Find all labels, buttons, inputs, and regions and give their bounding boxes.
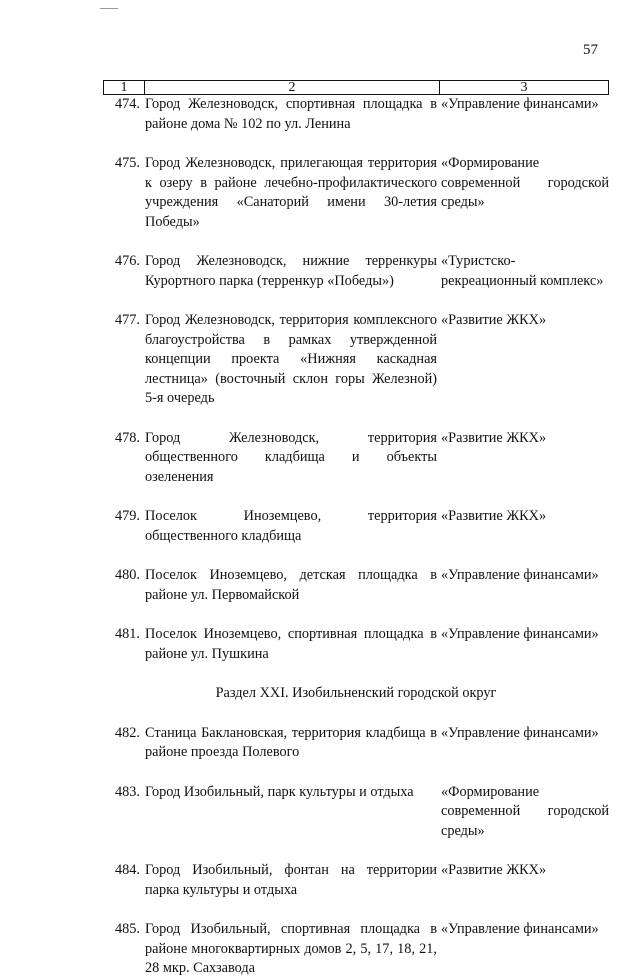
row-location: Город Железноводск, территория общественного кладбища и объекты озеленения xyxy=(145,429,437,485)
row-program: «Туристско-рекреационный комплекс» xyxy=(441,253,604,289)
table-row xyxy=(103,507,609,546)
row-location: Поселок Иноземцево, территория общественного кладбища xyxy=(145,508,437,544)
table-row xyxy=(103,95,609,134)
table-header-row xyxy=(103,80,609,95)
section-title: Раздел XXI. Изобильненский городской округ xyxy=(215,685,497,701)
row-number: 478. xyxy=(114,429,140,446)
row-program: «Развитие ЖКХ» xyxy=(441,862,547,878)
row-number: 474. xyxy=(114,96,140,112)
row-location: Поселок Иноземцево, спортивная площадка в районе ул. Пушкина xyxy=(145,626,437,662)
table-row xyxy=(103,724,609,763)
row-program: «Управление финансами» xyxy=(441,567,599,583)
column-header-1: 1 xyxy=(104,81,145,94)
table-row xyxy=(103,920,609,979)
page-number: 57 xyxy=(583,42,598,58)
row-program: «Формирование современной городской среды» xyxy=(441,155,609,210)
row-location: Станица Баклановская, территория кладбища в районе проезда Полевого xyxy=(145,724,437,760)
table-row xyxy=(103,625,609,664)
row-location: Город Железноводск, нижние терренкуры Курортного парка (терренкур «Победы») xyxy=(145,253,437,289)
column-header-3: 3 xyxy=(520,80,528,95)
row-location: Город Железноводск, прилегающая территория к озеру в районе лечебно-профилактического учреждения «Санаторий имени 30-летия Победы» xyxy=(145,155,437,230)
table-row xyxy=(103,311,609,409)
table-row xyxy=(103,252,609,291)
row-program: «Управление финансами» xyxy=(441,921,599,937)
table-row xyxy=(103,566,609,605)
row-location: Город Изобильный, фонтан на территории парка культуры и отдыха xyxy=(145,862,437,898)
row-program: «Управление финансами» xyxy=(441,724,599,741)
row-program: «Управление финансами» xyxy=(441,96,599,112)
column-header-2: 2 xyxy=(145,81,440,94)
row-program: «Развитие ЖКХ» xyxy=(441,508,547,524)
row-program: «Развитие ЖКХ» xyxy=(441,429,547,446)
row-location: Поселок Иноземцево, детская площадка в районе ул. Первомайской xyxy=(145,567,437,603)
row-location: Город Изобильный, спортивная площадка в районе многоквартирных домов 2, 5, 17, 18, 21, 28 мкр. Сахзавода xyxy=(145,921,437,976)
row-number: 477. xyxy=(114,312,140,328)
row-number: 484. xyxy=(114,862,140,878)
row-location: Город Железноводск, спортивная площадка в районе дома № 102 по ул. Ленина xyxy=(145,96,437,132)
row-program: «Формирование современной городской среды» xyxy=(441,783,609,839)
row-number: 479. xyxy=(114,508,140,524)
row-number: 483. xyxy=(114,783,140,800)
row-number: 475. xyxy=(114,155,140,171)
row-program: «Развитие ЖКХ» xyxy=(441,312,547,328)
table-row xyxy=(103,861,609,900)
corner-mark xyxy=(100,8,118,9)
row-location: Город Изобильный, парк культуры и отдыха xyxy=(145,783,414,800)
row-location: Город Железноводск, территория комплексного благоустройства в рамках утвержденной концепции проекта «Нижняя каскадная лестница» (восточный склон горы Железной) 5-я очередь xyxy=(145,312,437,406)
table-body xyxy=(103,95,609,979)
table-row xyxy=(103,154,609,232)
row-number: 476. xyxy=(114,253,140,269)
row-number: 485. xyxy=(114,921,140,937)
row-number: 480. xyxy=(114,567,140,583)
row-number: 481. xyxy=(114,626,140,642)
row-number: 482. xyxy=(114,724,140,741)
row-program: «Управление финансами» xyxy=(441,626,599,642)
table-row xyxy=(103,783,609,842)
table-row xyxy=(103,429,609,488)
